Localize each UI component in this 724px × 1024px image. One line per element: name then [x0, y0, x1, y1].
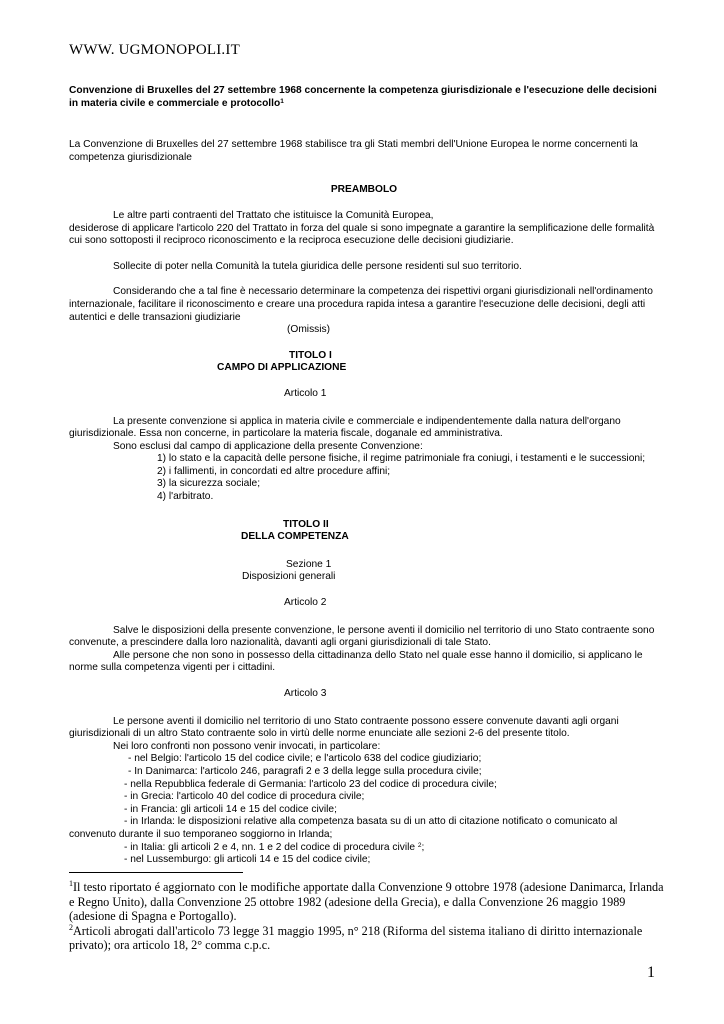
- omissis-note: (Omissis): [287, 324, 331, 336]
- articolo-1-item-2: 2) i fallimenti, in concordati ed altre procedure affini;: [157, 465, 391, 477]
- articolo-1-item-4: 4) l'arbitrato.: [157, 491, 214, 503]
- footnote-ref-1[interactable]: 1: [280, 97, 284, 105]
- document-title: [69, 85, 659, 110]
- intro-paragraph: La Convenzione di Bruxelles del 27 settembre 1968 stabilisce tra gli Stati membri dell'Unione Europea le norme concernenti la competenza giurisdizionale: [69, 139, 638, 163]
- titolo-1-label: TITOLO I: [289, 349, 332, 361]
- articolo-3-heading: Articolo 3: [284, 688, 327, 699]
- articolo-2-paragraph-1: Salve le disposizioni della presente convenzione, le persone aventi il domicilio nel territorio di uno Stato contraente sono convenute, a prescindere dalla loro nazionalità, davanti agli organi giurisdizionali di tale Stato.: [69, 624, 655, 649]
- articolo-1-heading: Articolo 1: [284, 387, 327, 399]
- page-number: 1: [647, 964, 655, 981]
- document-title-text: Convenzione di Bruxelles del 27 settembre 1968 concernente la competenza giurisdizionale e l'esecuzione delle decisioni in materia civile e commerciale e protocollo: [69, 85, 657, 109]
- footnote-2-text: Articoli abrogati dall'articolo 73 legge 31 maggio 1995, n° 218 (Riforma del sistema italiano di diritto internazionale privato); ora articolo 18, 2° comma c.p.c.: [69, 923, 643, 953]
- footnote-1-marker: 1: [69, 879, 73, 888]
- articolo-1-paragraph-1: La presente convenzione si applica in materia civile e commerciale e indipendentemente dalla natura dell'organo giurisdizionale. Essa non concerne, in particolare la materia fiscale, doganale ed amministrativa.: [69, 415, 621, 440]
- articolo-2-heading: Articolo 2: [284, 597, 327, 609]
- articolo-2-paragraph-2: Alle persone che non sono in possesso della cittadinanza dello Stato nel quale esse hanno il domicilio, si applicano le norme sulla competenza vigenti per i cittadini.: [69, 649, 643, 674]
- articolo-3-item-danimarca: - In Danimarca: l'articolo 246, paragrafi 2 e 3 della legge sulla procedura civile;: [128, 765, 482, 777]
- footnote-1-text: Il testo riportato é aggiornato con le modifiche apportate dalla Convenzione 9 ottobre 1978 (adesione Danimarca, Irlanda e Regno Unito), dalla Convenzione 25 ottobre 1982 (adesione della Grecia), e dalla Convenzione 26 maggio 1989 (adesione di Spagna e Portogallo).: [69, 880, 664, 924]
- articolo-3-item-lussemburgo: - nel Lussemburgo: gli articoli 14 e 15 del codice civile;: [124, 854, 371, 866]
- articolo-3-paragraph-1: Le persone aventi il domicilio nel territorio di uno Stato contraente possono essere convenute davanti agli organi giurisdizionali di un altro Stato contraente solo in virtù delle norme enunciate alle sezioni 2-6 del presente titolo.: [69, 715, 619, 740]
- preambolo-paragraph-2: Sollecite di poter nella Comunità la tutela giuridica delle persone residenti sul suo territorio.: [113, 260, 522, 272]
- site-header: WWW. UGMONOPOLI.IT: [69, 42, 240, 58]
- articolo-3-paragraph-2: Nei loro confronti non possono venir invocati, in particolare:: [113, 740, 381, 752]
- sezione-1-name: Disposizioni generali: [242, 571, 336, 583]
- articolo-3-item-grecia: - in Grecia: l'articolo 40 del codice di procedura civile;: [124, 791, 365, 803]
- footnote-2: [69, 924, 669, 953]
- preambolo-heading: PREAMBOLO: [330, 184, 398, 196]
- articolo-3-item-belgio: - nel Belgio: l'articolo 15 del codice civile; e l'articolo 638 del codice giudiziario;: [128, 753, 482, 765]
- footnote-divider: [69, 872, 243, 873]
- articolo-3-item-italia-end: ;: [421, 841, 425, 853]
- footnote-2-marker: 2: [69, 922, 73, 932]
- sezione-1-label: Sezione 1: [286, 558, 332, 570]
- document-body: [69, 85, 659, 867]
- preambolo-paragraph-1-line-1: Le altre parti contraenti del Trattato che istituisce la Comunità Europea,: [113, 209, 434, 221]
- articolo-3-item-irlanda: - in Irlanda: le disposizioni relative alla competenza basata su di un atto di citazione notificato o comunicato al convenuto durante il suo temporaneo soggiorno in Irlanda;: [69, 816, 618, 840]
- articolo-3-item-germania: - nella Repubblica federale di Germania: l'articolo 23 del codice di procedura civile;: [124, 778, 497, 790]
- footnotes: [69, 872, 669, 953]
- titolo-2-name: DELLA COMPETENZA: [241, 531, 349, 543]
- preambolo-paragraph-1-rest: desiderose di applicare l'articolo 220 del Trattato in forza del quale si sono impegnate a garantire la semplificazione delle formalità cui sono sottoposti il reciproco riconoscimento e la reciproca esecuzione delle decisioni giudiziarie.: [69, 222, 655, 247]
- articolo-1-item-1: 1) lo stato e la capacità delle persone fisiche, il regime patrimoniale fra coniugi, i testamenti e le successioni;: [157, 453, 646, 465]
- articolo-1-paragraph-2: Sono esclusi dal campo di applicazione della presente Convenzione:: [113, 440, 423, 452]
- articolo-3-item-italia: [69, 842, 659, 855]
- footnote-ref-2[interactable]: 2: [417, 841, 422, 849]
- titolo-2-label: TITOLO II: [283, 518, 329, 530]
- preambolo-paragraph-3: Considerando che a tal fine è necessario determinare la competenza dei rispettivi organi giurisdizionali nell'ordinamento internazionale, facilitare il riconoscimento e creare una procedura rapida intesa a garantire l'esecuzione delle decisioni, degli atti autentici e delle transazioni giudiziarie: [69, 286, 653, 323]
- articolo-1-item-3: 3) la sicurezza sociale;: [157, 478, 261, 490]
- articolo-3-item-francia: - in Francia: gli articoli 14 e 15 del codice civile;: [124, 803, 337, 815]
- titolo-1-name: CAMPO DI APPLICAZIONE: [217, 362, 347, 374]
- articolo-3-item-italia-text: - in Italia: gli articoli 2 e 4, nn. 1 e 2 del codice di procedura civile: [124, 841, 416, 853]
- footnote-1: [69, 880, 669, 924]
